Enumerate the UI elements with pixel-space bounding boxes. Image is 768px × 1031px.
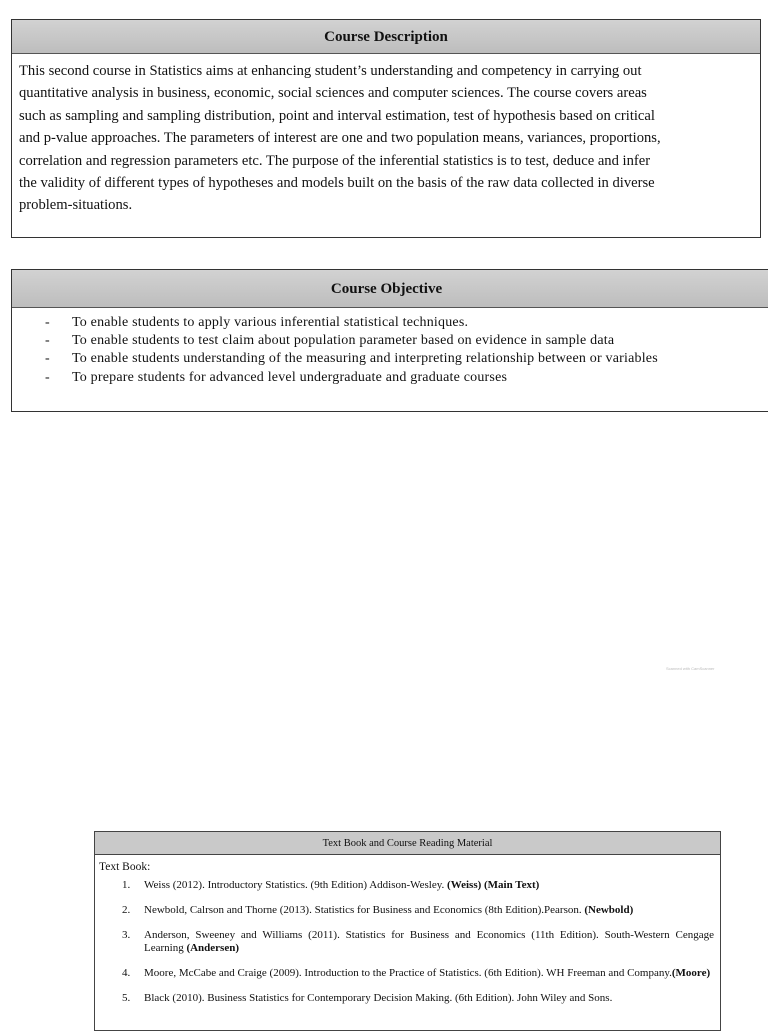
objective-item: - To enable students to test claim about population parameter based on evidence in sample data xyxy=(12,332,768,350)
description-line: problem-situations. xyxy=(19,197,133,214)
objective-list xyxy=(12,308,768,387)
description-line: This second course in Statistics aims at enhancing student’s understanding and competency in carrying out xyxy=(19,63,642,79)
description-line: such as sampling and sampling distribution, point and interval estimation, test of hypothesis based on critical xyxy=(19,107,655,124)
bullet-dash: - xyxy=(45,351,50,367)
objective-item: - To enable students understanding of the measuring and interpreting relationship between or variables xyxy=(12,350,768,368)
bullet-dash: - xyxy=(45,369,50,385)
reading-tag: (Newbold) xyxy=(584,904,634,916)
reading-item: 2. Newbold, Calrson and Thorne (2013). Statistics for Business and Economics (8th Edition).Pearson. (Newbold) xyxy=(122,904,634,916)
course-description-text xyxy=(12,54,760,217)
reading-tag: (Andersen) xyxy=(186,942,240,954)
objective-item: - To enable students to apply various inferential statistical techniques. xyxy=(12,314,768,332)
scanner-watermark: Scanned with CamScanner xyxy=(666,666,715,671)
reading-list xyxy=(95,879,720,1005)
description-line: and p-value approaches. The parameters of interest are one and two population means, variances, proportions, xyxy=(19,130,661,147)
bullet-dash: - xyxy=(45,333,50,349)
reading-tag: (Weiss) (Main Text) xyxy=(447,879,540,891)
reading-tag: (Moore) xyxy=(671,967,711,979)
reading-item: 4. Moore, McCabe and Craige (2009). Introduction to the Practice of Statistics. (6th Edition). WH Freeman and Company.(Moore) xyxy=(122,967,711,979)
description-line: the validity of different types of hypotheses and models built on the basis of the raw data collected in diverse xyxy=(19,175,655,192)
text-book-label: Text Book: xyxy=(99,861,151,873)
reading-item: 1. Weiss (2012). Introductory Statistics. (9th Edition) Addison-Wesley. (Weiss) (Main Text) xyxy=(122,879,540,891)
objective-item: - To prepare students for advanced level undergraduate and graduate courses xyxy=(12,369,768,387)
course-objective-box xyxy=(11,269,768,412)
reading-item: 3. Anderson, Sweeney and Williams (2011). Statistics for Business and Economics (11th Edition). South-Western Cengage Learning (Andersen) xyxy=(122,929,714,954)
bullet-dash: - xyxy=(45,315,50,330)
course-description-box xyxy=(11,19,761,238)
description-line: correlation and regression parameters etc. The purpose of the inferential statistics is to test, deduce and infer xyxy=(19,152,651,169)
description-line: quantitative analysis in business, economic, social sciences and computer sciences. The course covers areas xyxy=(19,85,647,102)
reading-material-box xyxy=(94,831,721,1031)
reading-material-heading: Text Book and Course Reading Material xyxy=(95,832,720,855)
course-description-heading: Course Description xyxy=(12,20,760,54)
course-objective-heading: Course Objective xyxy=(12,270,768,308)
reading-item: 5. Black (2010). Business Statistics for Contemporary Decision Making. (6th Edition). John Wiley and Sons. xyxy=(122,992,613,1004)
